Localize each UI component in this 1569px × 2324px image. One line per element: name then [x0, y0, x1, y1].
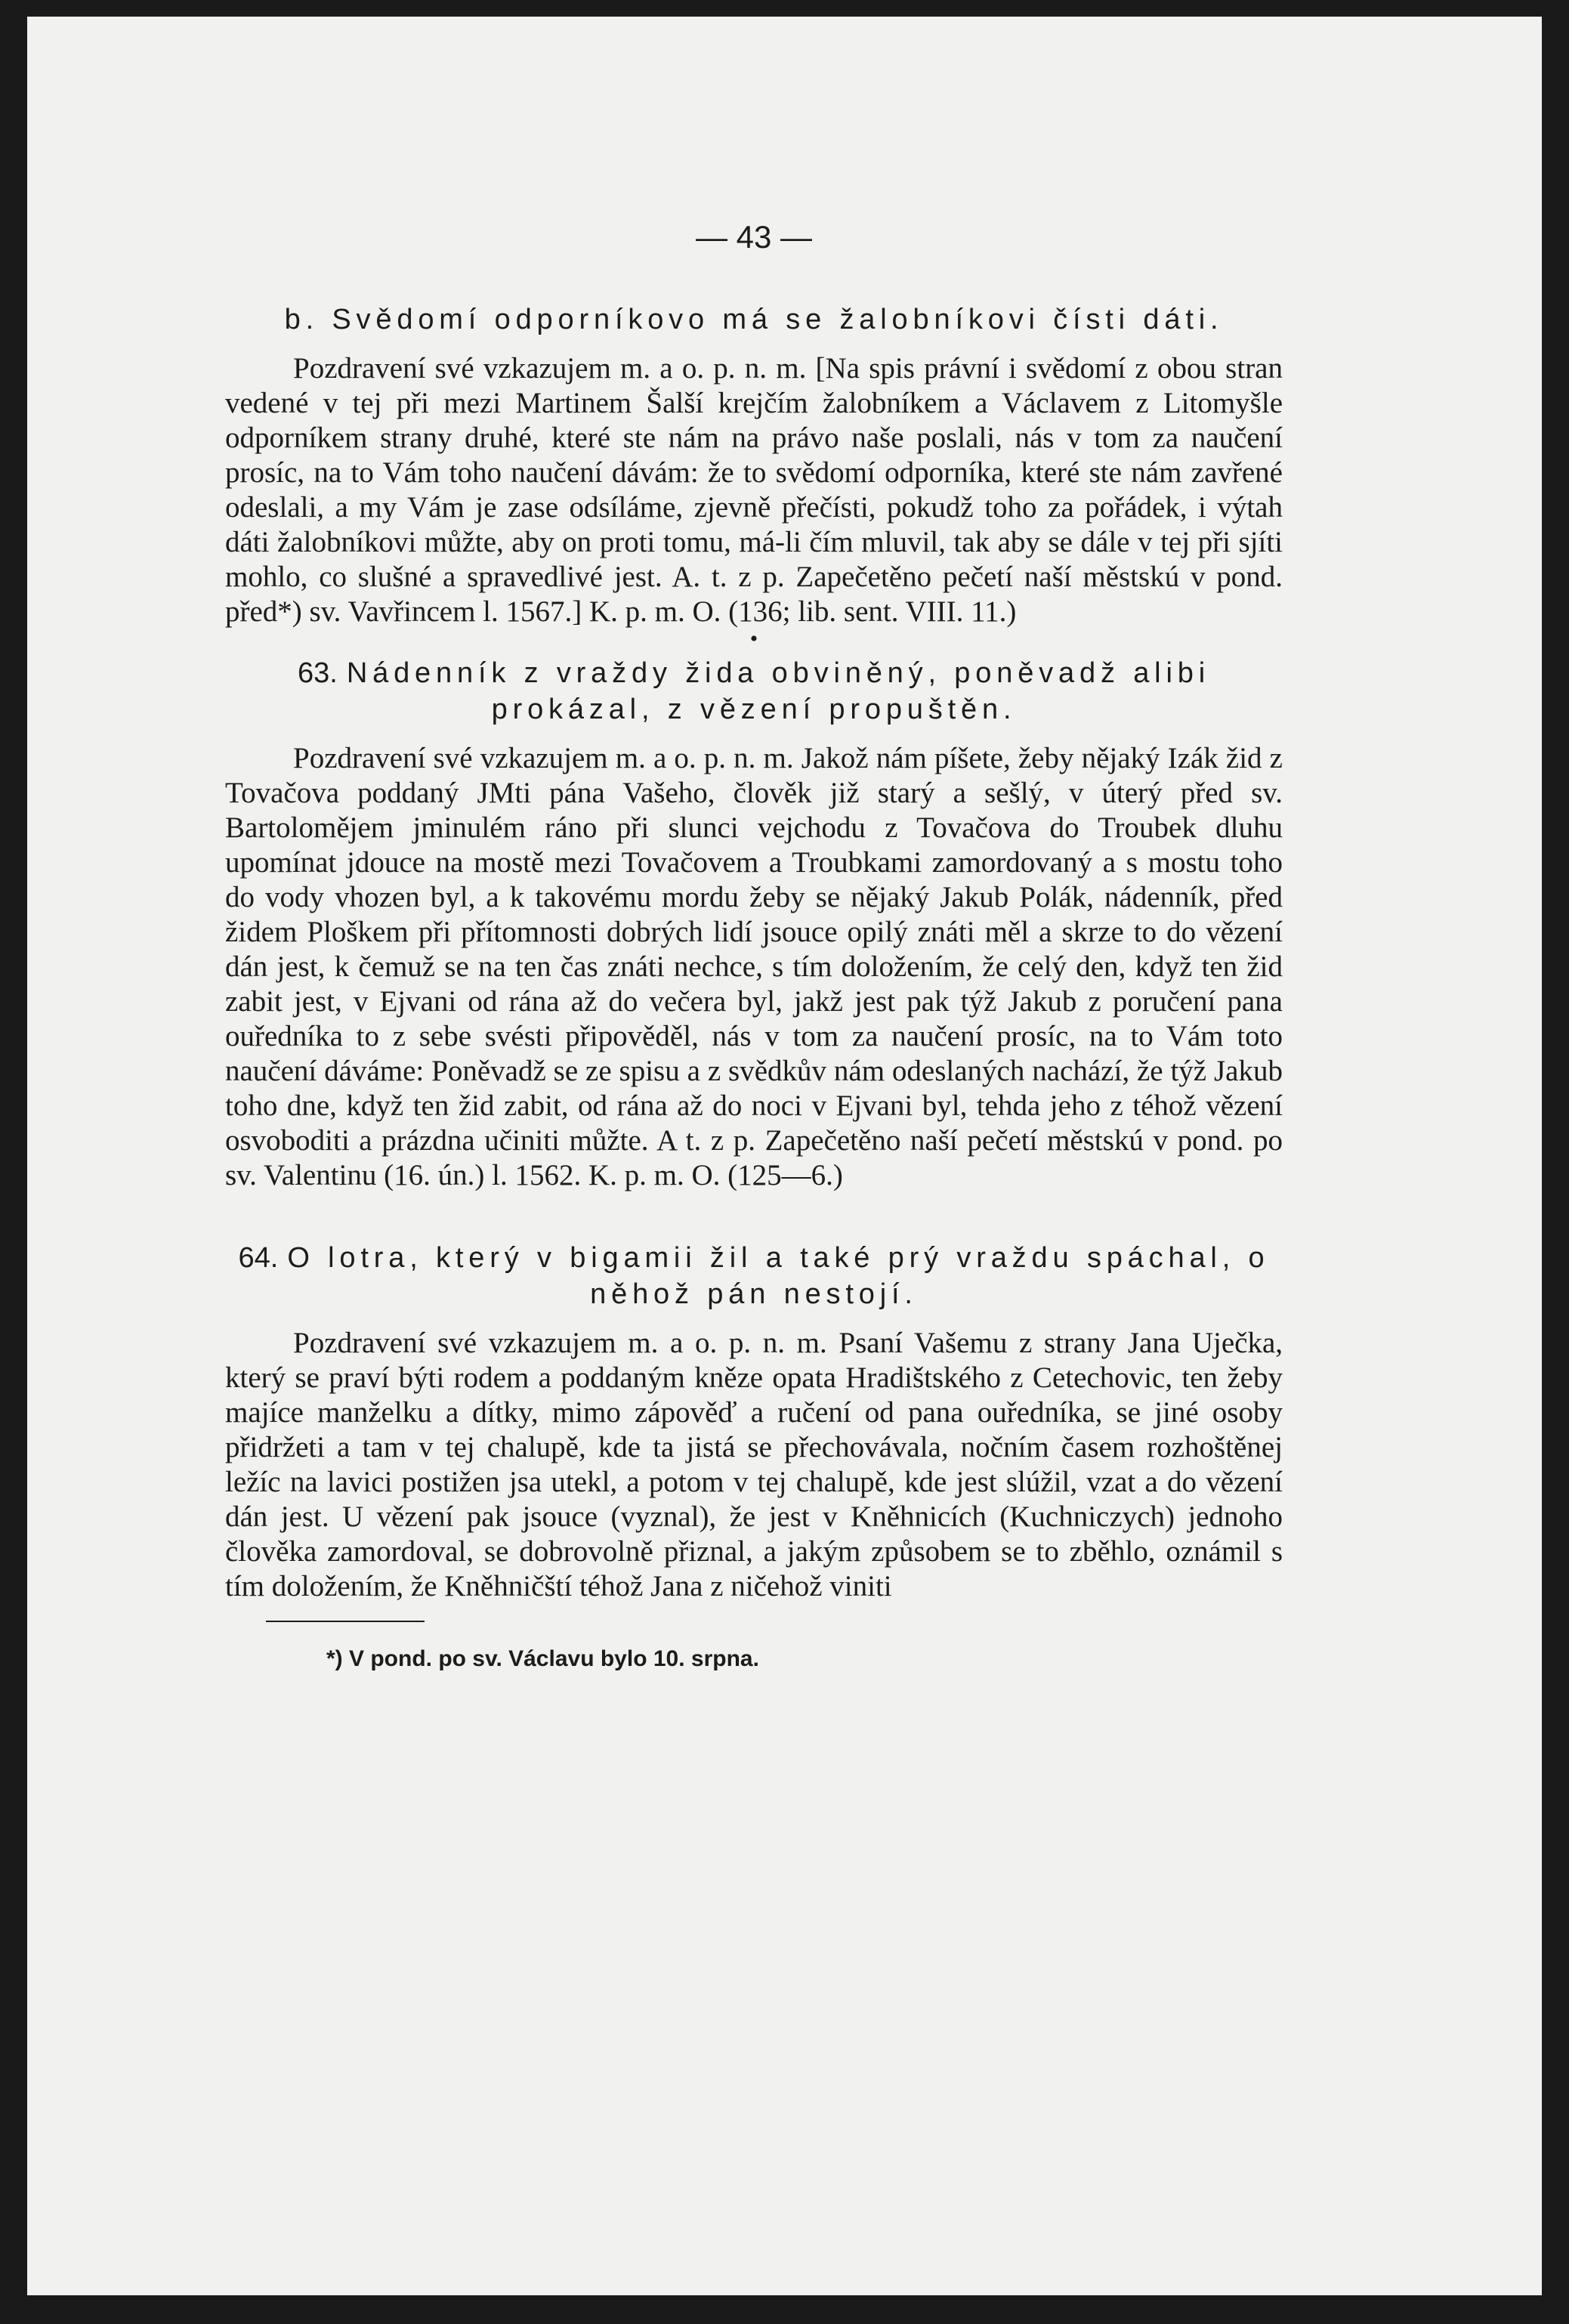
separator-dot: • — [749, 626, 758, 651]
section-spacer — [225, 1193, 1283, 1240]
section-64-heading — [225, 1240, 1283, 1312]
section-b-heading: b. Svědomí odporníkovo má se žalobníkovi čísti dáti. — [284, 304, 1224, 335]
footnote-rule — [266, 1621, 425, 1622]
page-number: — 43 — — [695, 219, 813, 255]
section-63-text: Pozdravení své vzkazujem m. a o. p. n. m. Jakož nám píšete, žeby nějaký Izák žid z Tovačova poddaný JMti pána Vašeho, člověk již starý a sešlý, v úterý před sv. Bartolomějem jminulém ráno při slunci vejchodu z Tovačova do Troubek dluhu upomínat jdouce na mostě mezi Tovačovem a Troubkami zamordovaný a s mostu toho do vody vhozen byl, a k takovému mordu žeby se nějaký Jakub Polák, nádenník, před židem Ploškem při přítomnosti dobrých lidí jsouce opilý znáti měl a skrze to do vězení dán jest, k čemuž se na ten čas znáti nechce, s tím doložením, že celý den, když ten žid zabit jest, v Ejvani od rána až do večera byl, jakž jest pak týž Jakub z poručení pana ouředníka to z sebe svésti připověděl, nás v tom za naučení prosíc, na to Vám toto naučení dáváme: Poněvadž se ze spisu a z svědkův nám odeslaných nachází, že týž Jakub toho dne, když ten žid zabit, od rána až do noci v Ejvani byl, tehda jeho z téhož vězení osvoboditi a prázdna učiniti můžte. A t. z p. Zapečetěno naší pečetí městskú v pond. po sv. Valentinu (16. ún.) l. 1562. K. p. m. O. (125—6.) — [225, 742, 1283, 1191]
section-63-heading — [225, 655, 1283, 728]
page-content — [225, 209, 1283, 1677]
section-64-text: Pozdravení své vzkazujem m. a o. p. n. m. Psaní Vašemu z strany Jana Uječka, který se praví býti rodem a poddaným kněze opata Hradištského z Cetechovic, ten žeby majíce manželku a dítky, mimo zápověď a ručení od pana ouředníka, se jiné osoby přidržeti a tam v tej chalupě, kde ta jistá se přechovávala, nočním časem rozhoštěnej ležíc na lavici postižen jsa utekl, a potom v tej chalupě, kde jest slúžil, vzat a do vězení dán jest. U vězení pak jsouce (vyznal), že jest v Kněhnicích (Kuchniczych) jednoho člověka zamordoval, se dobrovolně přiznal, a jakým způsobem se to zběhlo, oznámil s tím doložením, že Kněhničští téhož Jana z ničehož viniti — [225, 1327, 1283, 1602]
section-b-text: Pozdravení své vzkazujem m. a o. p. n. m. [Na spis právní i svědomí z obou stran vedené v tej při mezi Martinem Šalší krejčím žalobníkem a Václavem z Litomyšle odporníkem strany druhé, které ste nám na právo naše poslali, nás v tom za naučení prosíc, na to Vám toho naučení dávám: že to svědomí odporníka, které ste nám zavřené odeslali, a my Vám je zase odsíláme, zjevně přečísti, pokudž toho za pořádek, i výtah dáti žalobníkovi můžte, aby on proti tomu, má-li čím mluvil, tak aby se dále v tej při sjíti mohlo, co slušné a spravedlivé jest. A. t. z p. Zapečetěno pečetí naší městskú v pond. před*) sv. Vavřincem l. 1567.] K. p. m. O. (136; lib. sent. VIII. 11.) — [225, 352, 1283, 628]
document-page — [27, 17, 1542, 2295]
footnote: *) V pond. po sv. Václavu bylo 10. srpna. — [326, 1646, 759, 1671]
section-64-number: 64. — [238, 1242, 279, 1274]
section-64-title: O lotra, který v bigamii žil a také prý vraždu spáchal, o něhož pán nestojí. — [287, 1242, 1270, 1310]
section-63-number: 63. — [297, 657, 338, 689]
section-63-title: Nádenník z vraždy žida obviněný, poněvadž alibi prokázal, z vězení propuštěn. — [346, 657, 1211, 725]
